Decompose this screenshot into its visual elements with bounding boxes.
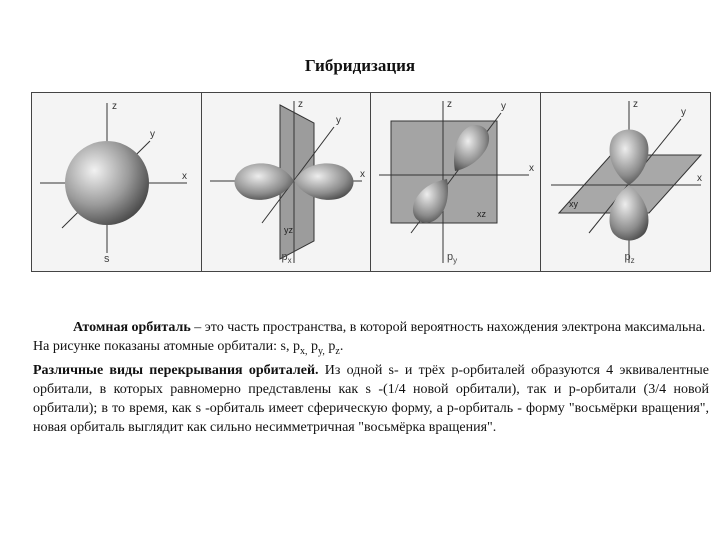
axis-x-label: x xyxy=(696,173,702,184)
panel-pz-orbital xyxy=(541,93,711,271)
definition-paragraph: Атомная орбиталь – это часть пространства, в которой вероятность нахождения электрона максимальна. xyxy=(73,320,706,335)
body-text xyxy=(33,318,709,437)
panel-s-label: s xyxy=(104,253,110,265)
axis-x-label: x xyxy=(359,169,365,180)
panel-py-orbital xyxy=(371,93,541,271)
panel-px-label: $p_x$ xyxy=(281,250,292,265)
plane-label-yz: yz xyxy=(283,225,293,235)
axis-y-label: y xyxy=(150,129,155,140)
axis-y-label: y xyxy=(501,101,506,112)
axis-z-label: z xyxy=(297,99,303,110)
axis-z-label: z xyxy=(632,99,638,110)
orbitals-figure xyxy=(31,92,711,272)
axis-x-label: x xyxy=(529,163,534,174)
panel-s-orbital xyxy=(32,93,202,271)
axis-z-label: z xyxy=(447,99,452,110)
panel-py-label: $p_y$ xyxy=(447,250,458,265)
axis-z-label: z xyxy=(112,101,117,112)
page-title: Гибридизация xyxy=(304,56,416,75)
axis-y-label: y xyxy=(680,107,686,118)
panel-pz-label: $p_z$ xyxy=(624,250,635,265)
panel-px-orbital xyxy=(202,93,372,271)
axis-x-label: x xyxy=(182,171,187,182)
orbitals-paragraph: На рисунке показаны атомные орбитали: s, $p_{x,}$ $p_{y,}$ $p_z$. xyxy=(33,339,344,357)
axis-y-label: y xyxy=(335,115,341,126)
s-orbital-sphere xyxy=(65,141,149,225)
plane-label-xy: xy xyxy=(568,199,578,209)
plane-label-xz: xz xyxy=(477,209,486,219)
overlap-paragraph: Различные виды перекрывания орбиталей. Из одной s- и трёх p-орбиталей образуются 4 эквивалентные орбитали, в которых равномерно представлены как s -(1/4 новой орбитали), так и p-орбитали (3/4 новой орбитали); в то время, как s -орбиталь имеет сферическую форму, а p-орбиталь - форму "восьмёрки вращения", новая орбиталь выглядит как сильно несимметричная "восьмёрка вращения". xyxy=(33,362,709,435)
